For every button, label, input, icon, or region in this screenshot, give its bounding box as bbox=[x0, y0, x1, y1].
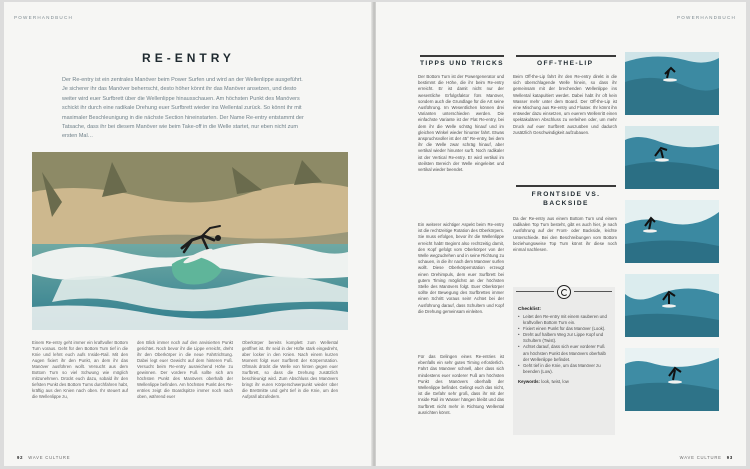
article-title: RE-ENTRY bbox=[142, 51, 235, 65]
off-the-lip-paragraph: Beim Off-the-Lip fahrt ihr den Re-entry direkt in die sich überschlagende Welle hinein, so dass ihr gemeinsam mit der brechenden Wellenlippe ins Wellental katapultiert werdet. Dabei habt ihr oft kein Wasser mehr unter dem Board. Der Off-the-Lip ist eine Mischung aus Re-entry und Floater. Ihr könnt ihn entweder dazu einsetzen, um euerem Wellenritt einen spektakulären Abschluss zu verleihen oder, um mehr Druck auf euer Surfbrett auszuüben und dadurch zusätzlich Geschwindigkeit aufzubauen. bbox=[513, 74, 617, 135]
checklist-rule bbox=[516, 291, 554, 292]
keywords-value: look, twist, low bbox=[541, 378, 569, 384]
intro-paragraph: Der Re-entry ist ein zentrales Manöver beim Power Surfen und wird an der Wellenlippe ausgeführt. Je sicherer ihr das Manöver beherrscht, desto höher könnt ihr das Manöver ansetzen, und desto weiter wird euer Surfbrett über die Wellenlippe hinausschauen. Am höchsten Punkt des Manövers schickt ihr durch eine radikale Drehung euer Surfbrett wieder ins Wellental zurück. So könnt ihr mit maximaler Beschleunigung in die nächste Section hineinstarten. Der Name Re-entry entstammt der Tatsache, dass ihr bei diesem Manöver wie beim Take-off in die Welle startet, nur eben nicht zum ersten Mal… bbox=[62, 77, 304, 140]
sequence-photo-1 bbox=[625, 52, 719, 115]
checklist-item: • Leitet den Re-entry mit einem sauberen und kraftvollen Bottom Turn ein. bbox=[518, 314, 610, 326]
heading-tipps-und-tricks: TIPPS UND TRICKS bbox=[420, 60, 504, 67]
running-head: POWERHANDBUCH bbox=[677, 15, 736, 20]
surfer-wave-image bbox=[32, 152, 348, 330]
heading-rule bbox=[516, 55, 616, 57]
body-column-1: Einem Re-entry geht immer ein kraftvoller Bottom Turn voraus. Geht für den Bottom Turn tief in die Knie und lehnt euch aufs Inside-Rail. Mit den Augen fixiert ihr den Punkt, an dem ihr das Manöver ausführen wollt. Versucht aus dem Bottom Turn so viel Schwung wie möglich mitzunehmen. Drückt euch dazu, sobald ihr den tiefsten Punkt des Bottom Turns durchfahren habt, kräftig aus den Knien nach oben. Ihr steuert auf die Wellenlippe zu, bbox=[32, 340, 128, 400]
checklist-icon bbox=[557, 285, 571, 299]
checklist-items bbox=[518, 314, 610, 375]
sequence-photo-4 bbox=[625, 274, 719, 337]
page-number-left: 92 bbox=[17, 455, 24, 460]
tipps-paragraph-1: Der Bottom Turn ist der Powergenerator und bestimmt die Höhe, die ihr beim Re-entry erreicht. Er ist damit nicht nur der wesentliche Erfolgsfaktor fürs Manöver, sondern auch die Grundlage für die Art seine Ausführung. Im Wesentlichen können drei Varianten unterschieden werden. Die einfachste Variante ist der Flat Re-entry, bei dem ihr die Welle schräg hinauf und im gleichen Winkel wieder hinunter fahrt. Etwas anspruchsvoller ist der 45° Re-entry, bei dem ihr die Welle zwar schräg hinauf, aber vertikal wieder hinunter surft. Noch radikaler ist der Vertical Re-entry. Er wird vertikal im steilsten Bereich der Welle eingeleitet und vertikal wieder beendet. bbox=[418, 74, 504, 173]
sequence-photo-5 bbox=[625, 348, 719, 411]
checklist-item: • Geht tief in die Knie, um das Manöver zu beenden (Low). bbox=[518, 363, 610, 375]
checklist-item: • Fixiert einen Punkt für das Manöver (Look). bbox=[518, 326, 610, 332]
right-page bbox=[376, 2, 746, 466]
heading-frontside-vs-backside: FRONTSIDE VS. BACKSIDE bbox=[531, 191, 601, 207]
heading-rule bbox=[420, 55, 504, 57]
footer-right bbox=[680, 455, 736, 460]
magazine-name-right: WAVE CULTURE bbox=[679, 455, 722, 460]
checklist-title: Checklist: bbox=[518, 307, 541, 312]
sequence-photo-strip bbox=[625, 52, 719, 422]
body-column-3: Oberkörper bereits komplett zum Wellental geöffnet ist. Ihr seid in der Hüfte stark eingedreht, aber locker in den Knien. Nach einem kurzen Moment folgt euer Surfbrett der Körperrotation. Oftmals drückt die Welle von hinten gegen euer Surfbrett, so dass die Drehung zusätzlich beschleunigt wird. Zum Abschluss des Manövers bringt ihr euren Körperschwerpunkt wieder über die Brettmitte und geht tief in die Knie, um den Aufprall abzufedern. bbox=[242, 340, 338, 400]
footer-left bbox=[14, 455, 70, 460]
heading-rule bbox=[516, 185, 616, 187]
running-head: POWERHANDBUCH bbox=[14, 15, 73, 20]
left-page bbox=[4, 2, 373, 466]
checklist-item: • Achtet darauf, dass sich euer vorderer Fuß am höchsten Punkt des Manövers oberhalb der Wellenlippe befindet. bbox=[518, 344, 610, 362]
sequence-photo-3 bbox=[625, 200, 719, 263]
page-number-right: 93 bbox=[726, 455, 733, 460]
tipps-paragraph-2: Ein weiterer wichtiger Aspekt beim Re-entry ist die rechtzeitige Rotation des Oberkörpers. Sie muss erfolgen, bevor ihr die Wellenlippe erreicht habt! Beginnt also rechtzeitig damit, den Kopf gefolgt vom Oberkörper von der Welle wegzudrehen und in seine Richtung zu schauen, in die ihr nach dem Manöver surfen wollt. Diese Oberkörperrotation erzeugt einen Drehimpuls, dem euer Surfbrett bei gutem Timing möglichst an der höchsten Stelle des Manövers folgt. Euer Oberkörper sollte der Bewegung des Surfbrettes immer einen Schritt voraus sein! Achtet bei der Ausführung darauf, dass Schultern und Kopf die Drehung gemeinsam einleiten. bbox=[418, 222, 504, 314]
surf-photo-main bbox=[32, 152, 348, 330]
checklist-rule bbox=[574, 291, 612, 292]
heading-off-the-lip: OFF-THE-LIP bbox=[537, 60, 594, 67]
checklist-item: • Dreht auf halbem Weg zur Lippe Kopf und Schultern (Twist). bbox=[518, 332, 610, 344]
body-column-2: den Blick immer noch auf den anvisierten Punkt gerichtet. Noch bevor ihr die Lippe erreicht, dreht ihr den Oberkörper in die neue Fahrtrichtung. Dabei legt euer Gewicht auf dem hinteren Fuß. Versucht beim Re-entry ausreichend Höhe zu gewinnen. Der vordere Fuß sollte sich am höchsten Punkt des Manövers oberhalb der Wellenlippe befinden. Am höchsten Punkt des Re-entries zeigt die Boardspitze immer noch nach oben, während euer bbox=[137, 340, 233, 400]
checklist-box bbox=[513, 287, 615, 435]
keywords-line bbox=[518, 379, 610, 384]
keywords-label: Keywords: bbox=[518, 378, 540, 384]
sequence-photo-2 bbox=[625, 126, 719, 189]
frontside-backside-paragraph: Da der Re-entry aus einem Bottom Turn und einem radikalen Top Turn besteht, gibt es auch hier, je nach Ausführung auf der Front- oder Backside, leichte Unterschiede. Bei den Beschreibungen vom Bottom beziehungsweise Top Turn könnt ihr diese noch einmal nachlesen. bbox=[513, 216, 617, 253]
tipps-paragraph-3: Für das Gelingen eines Re-entries ist ebenfalls ein sehr gutes Timing erforderlich. Fahrt das Manöver schnell, aber dass sich mindestens euer vorderer Fuß am höchsten Punkt des Manövers oberhalb der Wellenlippe befindet. Gelingt euch das nicht, ist die Gefahr sehr groß, dass ihr mit der Inside Rail im Wasser hängen bleibt und das Surfbrett nicht mehr in Richtung Wellental ausrichten könnt. bbox=[418, 354, 504, 415]
magazine-name-left: WAVE CULTURE bbox=[28, 455, 71, 460]
